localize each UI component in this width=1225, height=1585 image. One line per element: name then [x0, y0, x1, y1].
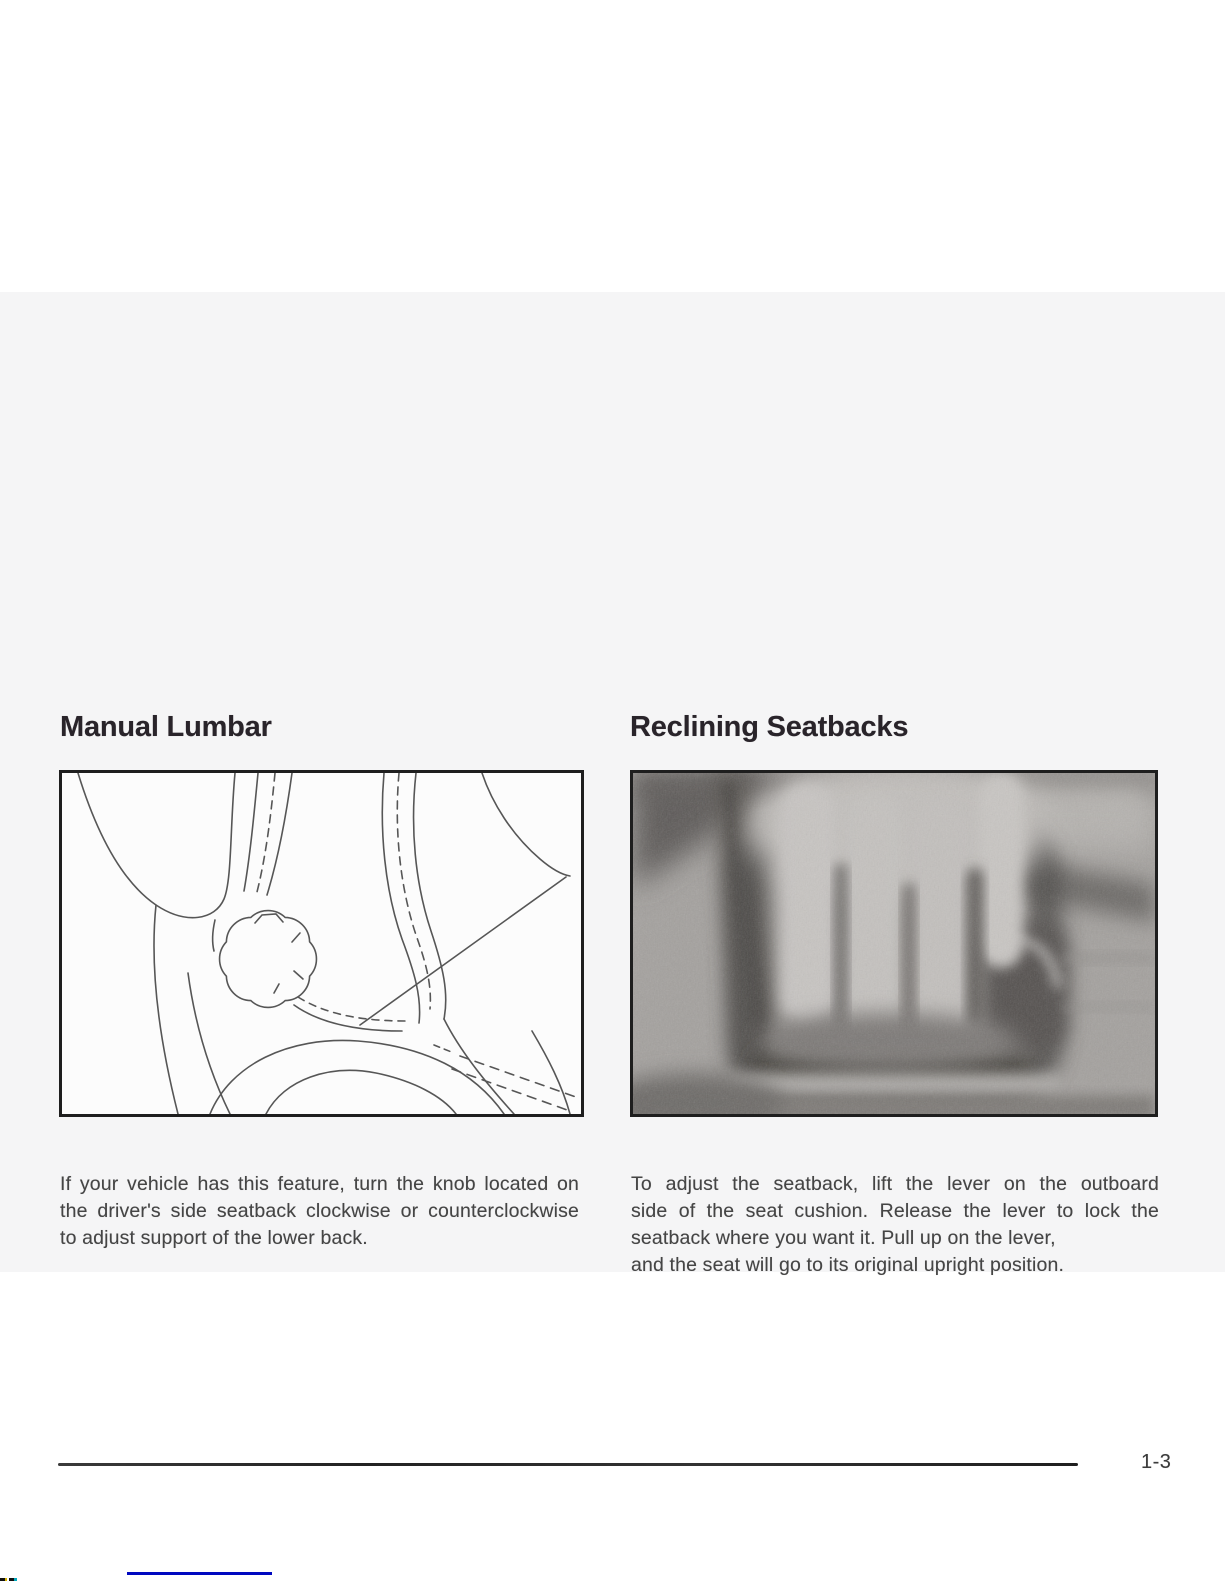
- paragraph-line: If your vehicle has this feature, turn the knob located on: [60, 1172, 579, 1195]
- scan-artifact-mark: [5, 1578, 7, 1581]
- page-number: 1-3: [1141, 1451, 1172, 1473]
- page-scan-background: [0, 292, 1225, 1473]
- paragraph-line: side of the seat cushion. Release the lever to lock the: [631, 1199, 1159, 1222]
- paragraph-line: seatback where you want it. Pull up on the lever,: [631, 1226, 1056, 1249]
- paragraph-line: the driver's side seatback clockwise or counterclockwise: [60, 1199, 579, 1222]
- footer-rule: [58, 1463, 1078, 1466]
- link-underline-artifact[interactable]: [127, 1572, 272, 1575]
- recline-lever-photo: [630, 770, 1158, 1117]
- seat-line-drawing: [62, 773, 581, 1114]
- paragraph-line: to adjust support of the lower back.: [60, 1226, 368, 1249]
- paragraph-line: and the seat will go to its original upright position.: [631, 1253, 1065, 1276]
- paragraph-line: To adjust the seatback, lift the lever on the outboard: [631, 1172, 1159, 1195]
- manual-lumbar-paragraph: [60, 1171, 579, 1252]
- scan-artifact-mark: [14, 1578, 17, 1581]
- recline-lever-photo-image: [633, 773, 1155, 1114]
- section-heading-reclining-seatbacks: Reclining Seatbacks: [630, 711, 909, 743]
- section-heading-manual-lumbar: Manual Lumbar: [60, 711, 272, 743]
- reclining-seatbacks-paragraph: [631, 1171, 1159, 1279]
- lumbar-knob-illustration: [59, 770, 584, 1117]
